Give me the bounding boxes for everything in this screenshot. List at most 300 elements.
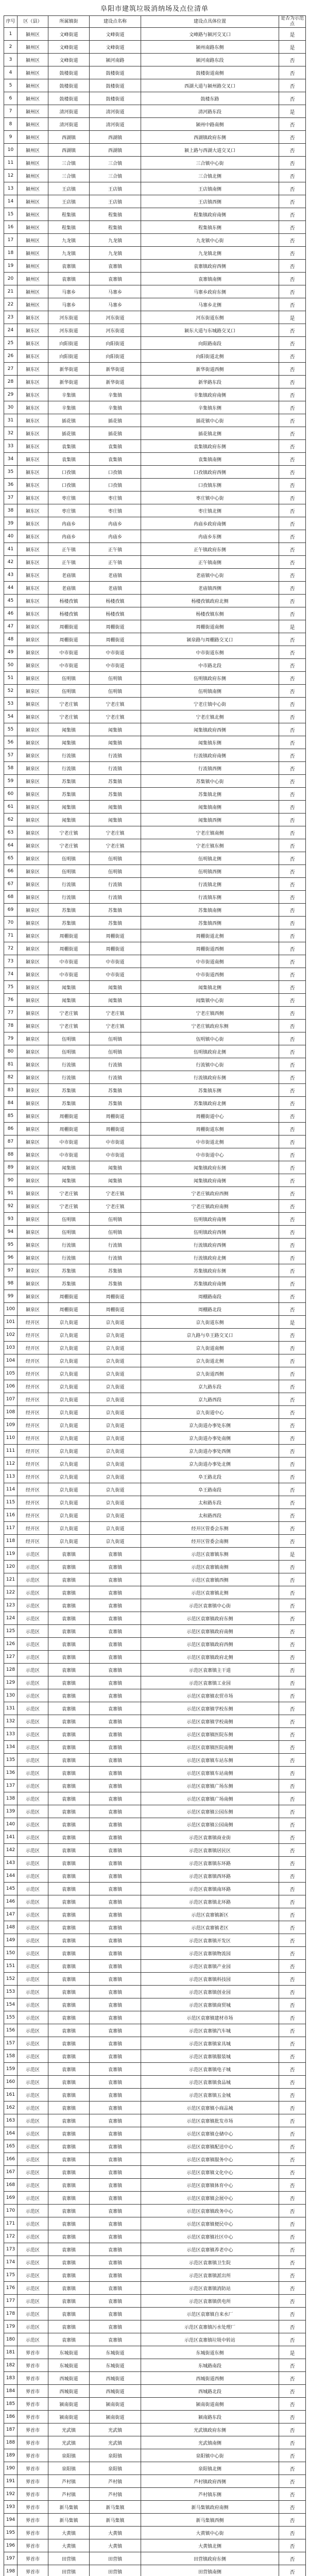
row-town: 老庙镇 (48, 582, 90, 595)
table-row (4, 92, 306, 105)
row-site-name: 袁寨镇 (90, 1638, 141, 1651)
row-site-location: 示范区袁寨镇居民区 (141, 1844, 279, 1857)
row-district: 示范区 (18, 2192, 48, 2205)
row-site-location: 枣庄镇北侧 (141, 504, 279, 517)
row-town: 袁寨镇 (48, 1767, 90, 1780)
row-town: 三合镇 (48, 157, 90, 170)
row-town: 苏集镇 (48, 1084, 90, 1097)
row-town: 袁寨镇 (48, 2076, 90, 2089)
row-site-name: 光武镇 (90, 2436, 141, 2449)
row-site-name: 中市街道 (90, 646, 141, 659)
row-index: 92 (4, 1200, 18, 1213)
row-town: 京九街道 (48, 1316, 90, 1329)
row-demo-flag: 否 (279, 92, 306, 105)
row-site-location: 示范区袁寨镇文化中心 (141, 2166, 279, 2179)
row-site-location: 京九街道西侧 (141, 1367, 279, 1380)
row-index: 25 (4, 337, 18, 350)
row-town: 行流镇 (48, 762, 90, 775)
row-town: 周棚街道 (48, 1123, 90, 1136)
row-index: 12 (4, 170, 18, 182)
row-site-location: 河东街道东侧 (141, 311, 279, 324)
row-site-name: 袁寨镇 (90, 2243, 141, 2256)
row-town: 芦村镇 (48, 2475, 90, 2488)
table-row (4, 208, 306, 221)
row-site-name: 袁寨镇 (90, 1818, 141, 1831)
row-demo-flag: 否 (279, 2166, 306, 2179)
row-district: 示范区 (18, 1895, 48, 1908)
table-row (4, 1638, 306, 1651)
row-site-name: 王店镇 (90, 195, 141, 208)
table-row (4, 401, 306, 414)
table-row (4, 2398, 306, 2411)
row-site-location: 正午镇政府东侧 (141, 543, 279, 556)
row-district: 经开区 (18, 1380, 48, 1393)
row-town: 宁老庄镇 (48, 826, 90, 839)
row-index: 53 (4, 698, 18, 710)
row-demo-flag: 是 (279, 620, 306, 633)
row-site-location: 示范区袁寨镇垃圾中转站 (141, 2333, 279, 2346)
table-row (4, 234, 306, 247)
row-demo-flag: 否 (279, 582, 306, 595)
row-site-location: 京九街道中心 (141, 1406, 279, 1419)
table-row (4, 453, 306, 466)
row-site-name: 袁寨镇 (90, 1689, 141, 1702)
table-row (4, 595, 306, 607)
row-town: 袁集镇 (48, 440, 90, 453)
row-town: 京九街道 (48, 1329, 90, 1342)
row-index: 16 (4, 221, 18, 234)
row-site-name: 插花镇 (90, 414, 141, 427)
row-district: 颍泉区 (18, 1303, 48, 1316)
row-site-name: 袁寨镇 (90, 1921, 141, 1934)
row-site-location: 示范区袁寨镇东侧 (141, 1548, 279, 1561)
row-site-location: 示范区袁寨镇学校南侧 (141, 1715, 279, 1728)
table-row (4, 2385, 306, 2398)
row-demo-flag: 否 (279, 2488, 306, 2501)
row-site-name: 颍河南路 (90, 54, 141, 66)
row-demo-flag: 否 (279, 79, 306, 92)
row-site-location: 周棚街道西侧 (141, 942, 279, 955)
table-row (4, 2166, 306, 2179)
row-district: 示范区 (18, 2256, 48, 2269)
row-site-name: 苏集镇 (90, 904, 141, 917)
row-index: 29 (4, 388, 18, 401)
row-index: 54 (4, 710, 18, 723)
row-demo-flag: 否 (279, 1200, 306, 1213)
row-demo-flag: 否 (279, 685, 306, 698)
table-row (4, 736, 306, 749)
row-district: 颍泉区 (18, 1007, 48, 1020)
row-index: 115 (4, 1496, 18, 1509)
row-site-location: 辛集镇东侧 (141, 401, 279, 414)
row-index: 113 (4, 1470, 18, 1483)
row-site-name: 九龙镇 (90, 247, 141, 260)
row-town: 袁寨镇 (48, 2269, 90, 2282)
row-index: 42 (4, 556, 18, 569)
row-site-name: 袁寨镇 (90, 1676, 141, 1689)
row-demo-flag: 否 (279, 2024, 306, 2037)
row-district: 示范区 (18, 1792, 48, 1805)
row-district: 示范区 (18, 2140, 48, 2153)
row-district: 颍东区 (18, 517, 48, 530)
row-site-location: 示范区袁寨镇仓储中心 (141, 2127, 279, 2140)
table-row (4, 1599, 306, 1612)
row-town: 袁寨镇 (48, 1625, 90, 1638)
row-district: 经开区 (18, 1393, 48, 1406)
row-index: 154 (4, 1998, 18, 2011)
row-district: 颍泉区 (18, 1020, 48, 1032)
row-district: 示范区 (18, 2063, 48, 2076)
table-row (4, 2140, 306, 2153)
row-index: 137 (4, 1780, 18, 1792)
row-town: 苏集镇 (48, 1264, 90, 1277)
row-town: 袁寨镇 (48, 1883, 90, 1895)
row-demo-flag: 否 (279, 170, 306, 182)
row-town: 袁寨镇 (48, 2102, 90, 2114)
row-district: 颍泉区 (18, 801, 48, 814)
row-site-location: 鼓楼东路 (141, 92, 279, 105)
row-index: 194 (4, 2514, 18, 2527)
row-index: 118 (4, 1535, 18, 1548)
row-town: 光武镇 (48, 2424, 90, 2436)
row-demo-flag: 否 (279, 337, 306, 350)
row-site-name: 袁寨镇 (90, 2333, 141, 2346)
row-demo-flag: 否 (279, 1870, 306, 1883)
row-district: 颍东区 (18, 311, 48, 324)
row-demo-flag: 否 (279, 324, 306, 337)
row-index: 45 (4, 595, 18, 607)
row-district: 经开区 (18, 1432, 48, 1445)
row-site-location: 示范区袁寨镇产业园 (141, 1960, 279, 1973)
table-row (4, 466, 306, 479)
row-demo-flag: 否 (279, 917, 306, 929)
table-row (4, 1277, 306, 1290)
row-demo-flag: 否 (279, 131, 306, 144)
row-index: 7 (4, 105, 18, 118)
row-town: 周棚街道 (48, 633, 90, 646)
row-site-name: 苏集镇 (90, 1084, 141, 1097)
row-district: 颍泉区 (18, 865, 48, 878)
row-site-name: 袁寨镇 (90, 1715, 141, 1728)
row-demo-flag: 否 (279, 904, 306, 917)
row-district: 颍泉区 (18, 672, 48, 685)
table-row (4, 852, 306, 865)
row-index: 101 (4, 1316, 18, 1329)
row-town: 袁寨镇 (48, 2179, 90, 2192)
row-site-name: 袁寨镇 (90, 2114, 141, 2127)
row-district: 示范区 (18, 1715, 48, 1728)
table-row (4, 2050, 306, 2063)
row-index: 121 (4, 1573, 18, 1586)
table-row (4, 2192, 306, 2205)
row-site-name: 袁寨镇 (90, 2320, 141, 2333)
row-index: 143 (4, 1857, 18, 1870)
row-district: 颍泉区 (18, 736, 48, 749)
row-district: 颍泉区 (18, 775, 48, 788)
row-index: 128 (4, 1664, 18, 1676)
row-site-name: 闻集镇 (90, 723, 141, 736)
row-town: 新华街道 (48, 363, 90, 376)
row-index: 35 (4, 466, 18, 479)
table-row (4, 1174, 306, 1187)
row-district: 颍东区 (18, 440, 48, 453)
row-index: 38 (4, 504, 18, 517)
row-town: 正午镇 (48, 556, 90, 569)
row-district: 示范区 (18, 1883, 48, 1895)
row-site-location: 口孜镇政府西侧 (141, 466, 279, 479)
row-site-location: 示范区袁寨镇医院南侧 (141, 1741, 279, 1754)
row-site-location: 光武镇南侧 (141, 2436, 279, 2449)
row-demo-flag: 否 (279, 2153, 306, 2166)
row-town: 东城街道 (48, 2359, 90, 2372)
row-demo-flag: 否 (279, 1792, 306, 1805)
row-index: 94 (4, 1226, 18, 1239)
row-site-name: 袁寨镇 (90, 1870, 141, 1883)
row-site-location: 示范区袁寨镇卫生院 (141, 2256, 279, 2269)
row-district: 颍泉区 (18, 1226, 48, 1239)
row-site-location: 中市街道东侧 (141, 646, 279, 659)
row-site-name: 文峰街道 (90, 28, 141, 41)
header-site-name: 建设点名称 (90, 16, 141, 28)
row-demo-flag: 否 (279, 1342, 306, 1354)
row-town: 袁寨镇 (48, 1780, 90, 1792)
row-district: 经开区 (18, 1354, 48, 1367)
row-index: 168 (4, 2179, 18, 2192)
row-index: 148 (4, 1921, 18, 1934)
table-row (4, 904, 306, 917)
row-demo-flag: 否 (279, 646, 306, 659)
row-demo-flag: 否 (279, 2552, 306, 2565)
table-row (4, 298, 306, 311)
row-site-location: 闻集镇西侧 (141, 814, 279, 826)
row-index: 61 (4, 801, 18, 814)
row-site-location: 闻集镇中心街 (141, 994, 279, 1007)
row-index: 1 (4, 28, 18, 41)
table-row (4, 414, 306, 427)
row-district: 颍泉区 (18, 633, 48, 646)
row-demo-flag: 否 (279, 2449, 306, 2462)
row-district: 颍泉区 (18, 1136, 48, 1148)
row-site-name: 袁寨镇 (90, 260, 141, 273)
table-row (4, 2475, 306, 2488)
row-demo-flag: 否 (279, 839, 306, 852)
row-district: 颍东区 (18, 582, 48, 595)
row-demo-flag: 否 (279, 556, 306, 569)
row-index: 183 (4, 2372, 18, 2385)
row-index: 78 (4, 1020, 18, 1032)
row-demo-flag: 否 (279, 2217, 306, 2230)
row-demo-flag: 否 (279, 762, 306, 775)
row-district: 界首市 (18, 2398, 48, 2411)
row-demo-flag: 否 (279, 1844, 306, 1857)
row-site-name: 宁老庄镇 (90, 1020, 141, 1032)
row-site-name: 老庙镇 (90, 569, 141, 582)
row-demo-flag: 否 (279, 1290, 306, 1303)
row-site-location: 示范区袁寨镇主干道 (141, 1664, 279, 1676)
row-site-name: 京九街道 (90, 1432, 141, 1445)
row-site-location: 大黄镇中心街 (141, 2527, 279, 2539)
row-index: 116 (4, 1509, 18, 1522)
row-district: 经开区 (18, 1316, 48, 1329)
row-site-location: 杨楼孜镇东侧 (141, 607, 279, 620)
table-row (4, 285, 306, 298)
row-demo-flag: 是 (279, 1316, 306, 1329)
row-district: 颍东区 (18, 595, 48, 607)
row-index: 85 (4, 1110, 18, 1123)
row-demo-flag: 否 (279, 1831, 306, 1844)
row-demo-flag: 否 (279, 1638, 306, 1651)
table-row (4, 2308, 306, 2320)
table-row (4, 917, 306, 929)
table-row (4, 1380, 306, 1393)
row-index: 127 (4, 1651, 18, 1664)
row-site-name: 王店镇 (90, 182, 141, 195)
row-district: 示范区 (18, 1818, 48, 1831)
row-town: 行流镇 (48, 1251, 90, 1264)
row-town: 袁寨镇 (48, 2217, 90, 2230)
row-demo-flag: 否 (279, 2527, 306, 2539)
row-index: 99 (4, 1290, 18, 1303)
table-row (4, 1123, 306, 1136)
row-site-location: 新华街道西侧 (141, 363, 279, 376)
row-town: 周棚街道 (48, 1110, 90, 1123)
row-demo-flag: 否 (279, 852, 306, 865)
row-site-name: 袁寨镇 (90, 1612, 141, 1625)
row-site-name: 袁寨镇 (90, 2282, 141, 2295)
row-site-name: 袁寨镇 (90, 2063, 141, 2076)
row-demo-flag: 否 (279, 1586, 306, 1599)
row-town: 清河街道 (48, 118, 90, 131)
row-town: 鼓楼街道 (48, 92, 90, 105)
row-demo-flag: 否 (279, 2308, 306, 2320)
row-site-name: 颍南街道 (90, 2411, 141, 2424)
row-site-name: 袁寨镇 (90, 1548, 141, 1561)
table-row (4, 157, 306, 170)
row-site-name: 袁寨镇 (90, 2024, 141, 2037)
table-row (4, 2552, 306, 2565)
row-index: 41 (4, 543, 18, 556)
row-district: 颍泉区 (18, 955, 48, 968)
row-demo-flag: 否 (279, 1857, 306, 1870)
row-index: 34 (4, 453, 18, 466)
table-row (4, 2179, 306, 2192)
row-town: 袁寨镇 (48, 2127, 90, 2140)
row-site-location: 示范区袁寨镇政府东侧 (141, 1612, 279, 1625)
row-site-name: 袁寨镇 (90, 1908, 141, 1921)
table-row (4, 54, 306, 66)
row-district: 示范区 (18, 1548, 48, 1561)
row-demo-flag: 否 (279, 1973, 306, 1986)
table-row (4, 994, 306, 1007)
table-row (4, 1844, 306, 1857)
table-row (4, 2102, 306, 2114)
row-demo-flag: 否 (279, 1509, 306, 1522)
row-town: 袁寨镇 (48, 2205, 90, 2217)
row-site-location: 周棚路北段 (141, 1303, 279, 1316)
row-site-location: 冉庙乡东侧 (141, 530, 279, 543)
row-index: 144 (4, 1870, 18, 1883)
table-row (4, 2011, 306, 2024)
row-site-name: 京九街道 (90, 1496, 141, 1509)
row-site-name: 伍明镇 (90, 1032, 141, 1045)
row-demo-flag: 否 (279, 1522, 306, 1535)
row-demo-flag: 否 (279, 891, 306, 904)
row-district: 示范区 (18, 1625, 48, 1638)
row-site-name: 泉阳镇 (90, 2449, 141, 2462)
row-site-location: 袁集镇南侧 (141, 453, 279, 466)
row-index: 40 (4, 530, 18, 543)
row-town: 闻集镇 (48, 1161, 90, 1174)
row-town: 袁寨镇 (48, 1586, 90, 1599)
row-site-name: 袁寨镇 (90, 1986, 141, 1998)
table-row (4, 1831, 306, 1844)
table-row (4, 118, 306, 131)
row-district: 颍泉区 (18, 710, 48, 723)
row-demo-flag: 否 (279, 1573, 306, 1586)
row-district: 颍泉区 (18, 942, 48, 955)
row-town: 文峰街道 (48, 28, 90, 41)
row-site-name: 周棚街道 (90, 1110, 141, 1123)
row-index: 90 (4, 1174, 18, 1187)
row-site-location: 示范区袁寨镇广场东侧 (141, 1780, 279, 1792)
row-index: 63 (4, 826, 18, 839)
row-site-name: 新华街道 (90, 363, 141, 376)
row-town: 京九街道 (48, 1393, 90, 1406)
row-town: 袁寨镇 (48, 1844, 90, 1857)
row-demo-flag: 否 (279, 2140, 306, 2153)
table-row (4, 376, 306, 388)
row-demo-flag: 否 (279, 298, 306, 311)
row-site-location: 行流镇政府东侧 (141, 1071, 279, 1084)
row-site-name: 闻集镇 (90, 994, 141, 1007)
row-town: 西城街道 (48, 2385, 90, 2398)
row-index: 190 (4, 2462, 18, 2475)
row-demo-flag: 否 (279, 2514, 306, 2527)
row-demo-flag: 否 (279, 1921, 306, 1934)
row-site-location: 新华路东段 (141, 376, 279, 388)
row-district: 示范区 (18, 1921, 48, 1934)
row-town: 袁寨镇 (48, 273, 90, 285)
table-row (4, 955, 306, 968)
row-site-location: 袁寨镇政府西侧 (141, 260, 279, 273)
row-site-location: 京九路与阜王路交叉口 (141, 1329, 279, 1342)
row-demo-flag: 否 (279, 2243, 306, 2256)
row-site-location: 示范区袁寨镇物流园 (141, 1947, 279, 1960)
row-index: 151 (4, 1960, 18, 1973)
row-town: 袁寨镇 (48, 1676, 90, 1689)
row-site-name: 冉庙乡 (90, 517, 141, 530)
row-site-location: 周棚街道东侧 (141, 1123, 279, 1136)
row-site-location: 示范区袁寨镇消防站 (141, 2282, 279, 2295)
row-site-location: 老庙镇中心街 (141, 569, 279, 582)
row-town: 周棚街道 (48, 929, 90, 942)
row-site-name: 袁寨镇 (90, 1664, 141, 1676)
table-row (4, 1586, 306, 1599)
row-index: 60 (4, 788, 18, 801)
row-index: 160 (4, 2076, 18, 2089)
row-district: 界首市 (18, 2449, 48, 2462)
row-site-name: 枣庄镇 (90, 504, 141, 517)
row-town: 袁寨镇 (48, 2230, 90, 2243)
row-site-location: 行流镇西侧 (141, 762, 279, 775)
row-district: 颍泉区 (18, 1161, 48, 1174)
row-demo-flag: 否 (279, 2205, 306, 2217)
row-site-name: 伍明镇 (90, 1213, 141, 1226)
table-row (4, 1419, 306, 1432)
row-town: 袁寨镇 (48, 2192, 90, 2205)
table-row (4, 1303, 306, 1316)
row-site-location: 示范区袁寨镇批发市场 (141, 2114, 279, 2127)
